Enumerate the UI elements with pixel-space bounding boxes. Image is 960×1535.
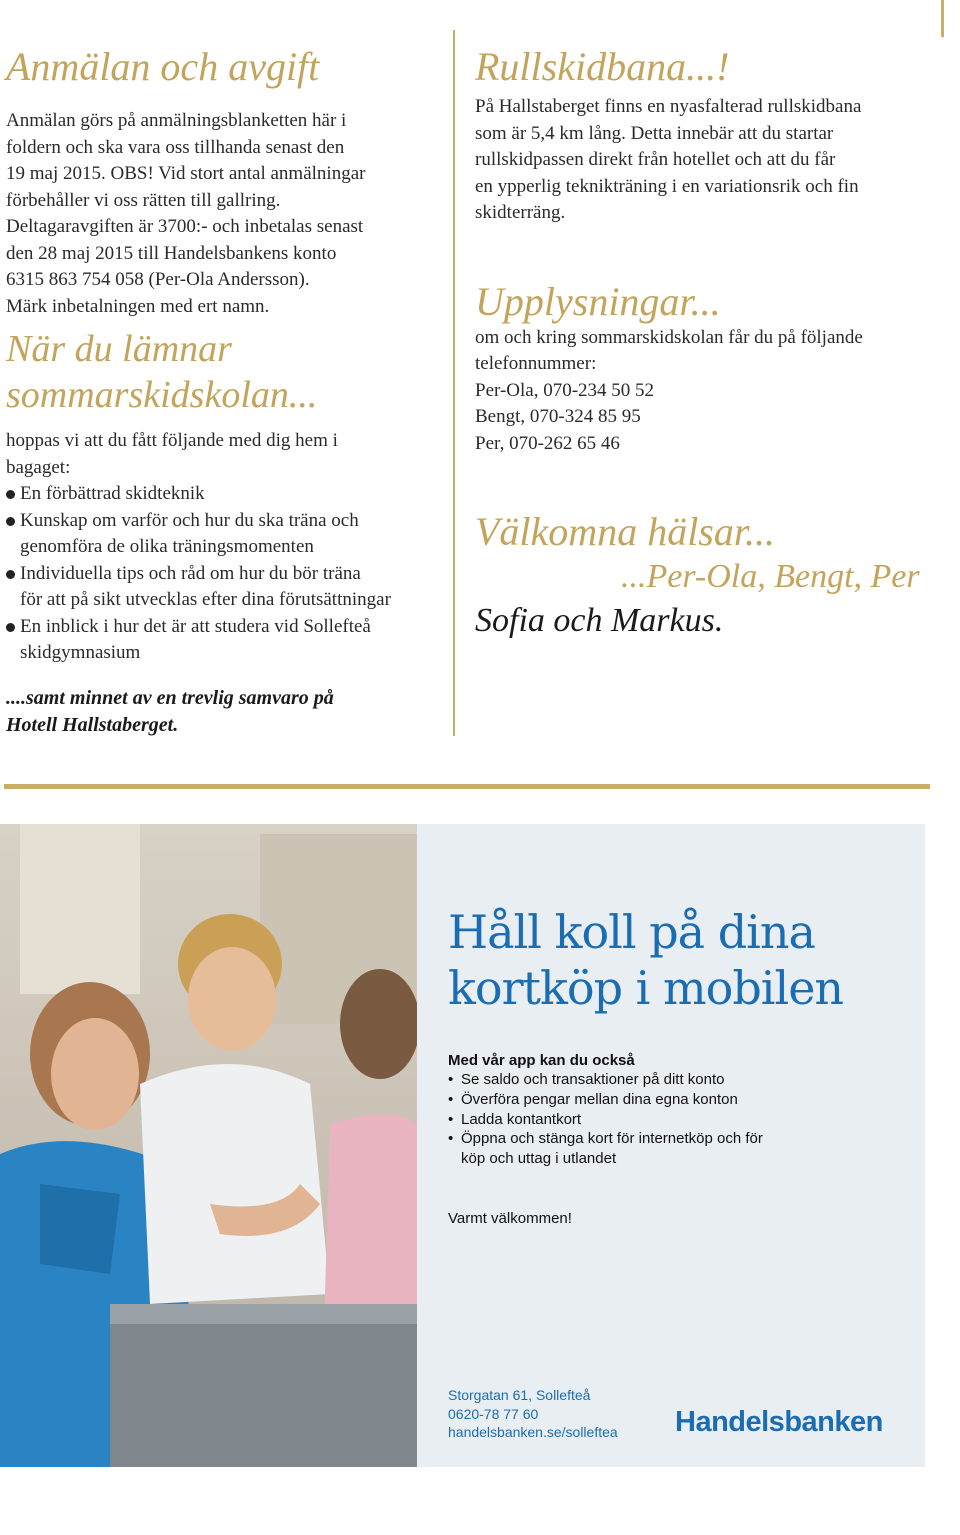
heading-line: sommarskidskolan... (6, 374, 318, 416)
list-item (448, 1110, 828, 1130)
address: Storgatan 61, Sollefteå (448, 1387, 591, 1403)
ad-headline (448, 904, 843, 1016)
list-item (6, 614, 436, 667)
text-line: om och kring sommarskidskolan får du på följande (475, 326, 863, 348)
heading-anmalan: Anmälan och avgift (6, 44, 320, 89)
phone-line: Per, 070-262 65 46 (475, 432, 620, 454)
text-line: en ypperlig teknikträning i en variationsrik och fin (475, 175, 859, 197)
takeaways-list (6, 481, 436, 667)
text-line: skidterräng. (475, 202, 566, 223)
text-line: Deltagaravgiften är 3700:- och inbetalas senast (6, 216, 364, 237)
heading-upplysningar: Upplysningar... (475, 278, 721, 324)
phone-line: Bengt, 070-324 85 95 (475, 406, 641, 427)
heading-valkomna: Välkomna hälsar... (475, 509, 775, 554)
list-item-text: Kunskap om varför och hur du ska träna och (20, 509, 359, 531)
text-line: förbehåller vi oss rätten till gallring. (6, 189, 281, 211)
section-divider (4, 784, 930, 789)
text-line: Märk inbetalningen med ert namn. (6, 295, 270, 317)
list-item-text: Öppna och stänga kort för internetköp och för (461, 1130, 763, 1148)
list-item (6, 481, 436, 508)
ad-subheading: Med vår app kan du också (448, 1052, 635, 1069)
ad-headline-line: kortköp i mobilen (448, 961, 844, 1015)
closing-note (6, 685, 436, 739)
list-item-text: köp och uttag i utlandet (461, 1150, 617, 1168)
list-item (6, 561, 436, 614)
right-column (475, 44, 945, 643)
signature-line-2: Sofia och Markus. (475, 602, 724, 639)
ad-headline-line: Håll koll på dina (448, 905, 815, 959)
list-item (6, 508, 436, 561)
list-item-text: En inblick i hur det är att studera vid Sollefteå (20, 615, 371, 637)
phone: 0620-78 77 60 (448, 1405, 539, 1422)
column-divider (453, 30, 455, 736)
list-item-text: Överföra pengar mellan dina egna konton (461, 1090, 738, 1108)
list-item-text: för att på sikt utvecklas efter dina förutsättningar (20, 589, 391, 610)
website-link[interactable]: handelsbanken.se/solleftea (448, 1424, 618, 1440)
list-item-text: skidgymnasium (20, 642, 141, 663)
phone-line: Per-Ola, 070-234 50 52 (475, 379, 655, 401)
heading-rullskidbana: Rullskidbana...! (475, 44, 730, 89)
text-line: foldern och ska vara oss tillhanda senast den (6, 136, 345, 158)
list-item (448, 1070, 828, 1090)
text-line: hoppas vi att du fått följande med dig hem i (6, 430, 338, 451)
text-line: bagaget: (6, 456, 71, 478)
bank-ad (394, 824, 925, 1467)
list-item-text: Se saldo och transaktioner på ditt konto (461, 1071, 725, 1088)
signature-line-1: ...Per-Ola, Bengt, Per (621, 558, 920, 595)
text-line: 19 maj 2015. OBS! Vid stort antal anmälningar (6, 163, 366, 184)
rollerski-paragraph (475, 94, 945, 227)
ad-contact (448, 1386, 618, 1442)
text-line: telefonnummer: (475, 353, 597, 374)
text-line: På Hallstaberget finns en nyasfalterad rullskidbana (475, 96, 862, 117)
top-right-rule (941, 0, 944, 37)
list-item-text: Individuella tips och råd om hur du bör träna (20, 562, 361, 584)
list-item-text: En förbättrad skidteknik (20, 483, 205, 504)
list-item-text: genomföra de olika träningsmomenten (20, 536, 314, 557)
photo-illustration (0, 824, 417, 1467)
text-line: rullskidpassen direkt från hotellet och att du får (475, 149, 836, 170)
left-column (6, 44, 436, 739)
text-line: 6315 863 754 058 (Per-Ola Andersson). (6, 269, 310, 290)
text-line: ....samt minnet av en trevlig samvaro på (6, 686, 334, 709)
heading-line: När du lämnar (6, 328, 232, 370)
ad-photo (0, 824, 417, 1467)
info-paragraph (475, 325, 945, 458)
heading-nar-du-lamnar (6, 326, 436, 418)
list-item-text: Ladda kontantkort (461, 1110, 582, 1128)
intro-paragraph (6, 428, 436, 481)
list-item (448, 1129, 828, 1169)
text-line: som är 5,4 km lång. Detta innebär att du startar (475, 122, 834, 144)
ad-feature-list (448, 1070, 828, 1169)
text-line: Anmälan görs på anmälningsblanketten här i (6, 110, 347, 131)
list-item (448, 1090, 828, 1110)
text-line: den 28 maj 2015 till Handelsbankens konto (6, 242, 337, 264)
registration-paragraph (6, 108, 436, 320)
text-line: Hotell Hallstaberget. (6, 713, 179, 736)
handelsbanken-logo: Handelsbanken (675, 1406, 883, 1438)
ad-welcome: Varmt välkommen! (448, 1210, 572, 1227)
